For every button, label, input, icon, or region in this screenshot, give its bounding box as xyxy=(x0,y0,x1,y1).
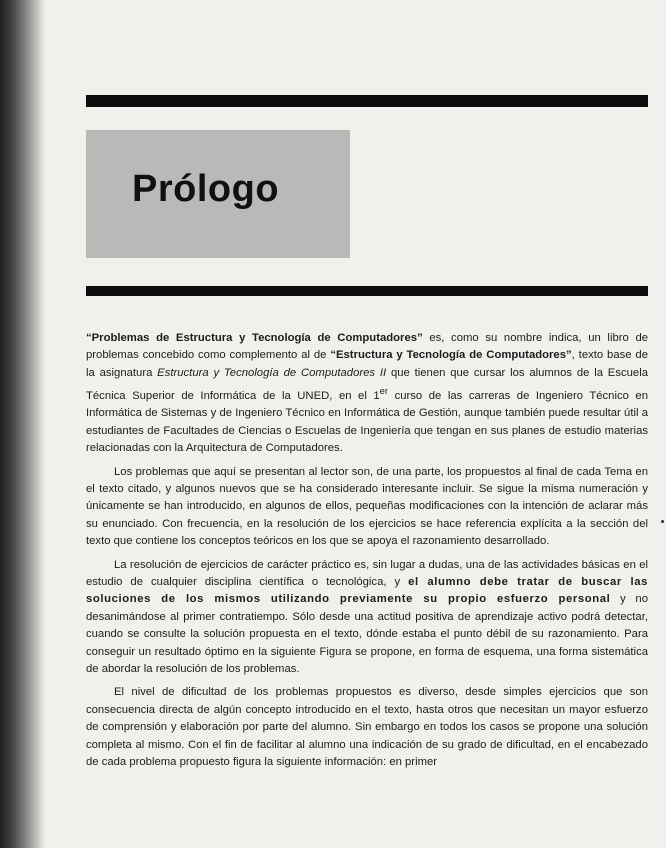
top-rule xyxy=(86,95,648,107)
book-spine-shadow xyxy=(0,0,46,848)
bottom-rule xyxy=(86,286,648,296)
paragraph-1: “Problemas de Estructura y Tecnología de Computadores” es, como su nombre indica, un libro de problemas concebido como complemento al de “Estructura y Tecnología de Computadores”, texto base de la asignatura Estructura y Tecnología de Computadores II que tienen que cursar los alumnos de la Escuela Técnica Superior de Informática de la UNED, en el 1er curso de las carreras de Ingeniero Técnico en Informática de Sistemas y de Ingeniero Técnico en Informática de Gestión, aunque también puede resultar útil a estudiantes de Facultades de Ciencias o Escuelas de Ingeniería que tengan en sus planes de estudio materias relacionadas con la Arquitectura de Computadores. xyxy=(86,332,649,455)
book-title-base: “Estructura y Tecnología de Computadores” xyxy=(330,349,572,362)
emphasis-text: el alumno debe tratar de buscar las soluciones de los mismos utilizando previamente su propio esfuerzo personal xyxy=(86,576,648,606)
page-speck xyxy=(661,520,664,523)
paragraph-4: El nivel de dificultad de los problemas propuestos es diverso, desde simples ejercicios que son consecuencia directa de algún concepto introducido en el texto, hasta otros que necesitan un mayor esfuerzo de comprensión y elaboración por parte del alumno. Sin embargo en todos los casos se propone una solución completa al mismo. Con el fin de facilitar al alumno una indicación de su grado de dificultad, en el encabezado de cada problema propuesto figura la siguiente información: en primer xyxy=(86,686,648,769)
title-box xyxy=(86,130,350,258)
book-title-problems: “Problemas de Estructura y Tecnología de Computadores” xyxy=(86,332,423,344)
body-text xyxy=(86,330,648,778)
paragraph-2: Los problemas que aquí se presentan al lector son, de una parte, los propuestos al final de cada Tema en el texto citado, y algunos nuevos que se ha considerado interesante incluir. Se sigue la misma numeración y únicamente se han introducido, en algunos de ellos, pequeñas modificaciones con la intención de aclarar más su enunciado. Con frecuencia, en la resolución de los ejercicios se hace referencia explícita a la sección del texto que contiene los conceptos teóricos en los que se apoya el razonamiento desarrollado. xyxy=(86,465,648,548)
page-title: Prólogo xyxy=(132,168,280,210)
paragraph-3: La resolución de ejercicios de carácter práctico es, sin lugar a dudas, una de las actividades básicas en el estudio de cualquier disciplina científica o tecnológica, y el alumno debe tratar de buscar las soluciones de los mismos utilizando previamente su propio esfuerzo personal y no desanimándose al primer contratiempo. Sólo desde una actitud positiva de aprendizaje activo podrá detectar, cuando se consulte la solución propuesta en el texto, dónde estaba el punto débil de su razonamiento. Para conseguir un resultado óptimo en la siguiente Figura se propone, en forma de esquema, una forma sistemática de abordar la resolución de los problemas. xyxy=(86,558,648,676)
course-name: Estructura y Tecnología de Computadores II xyxy=(157,366,387,379)
